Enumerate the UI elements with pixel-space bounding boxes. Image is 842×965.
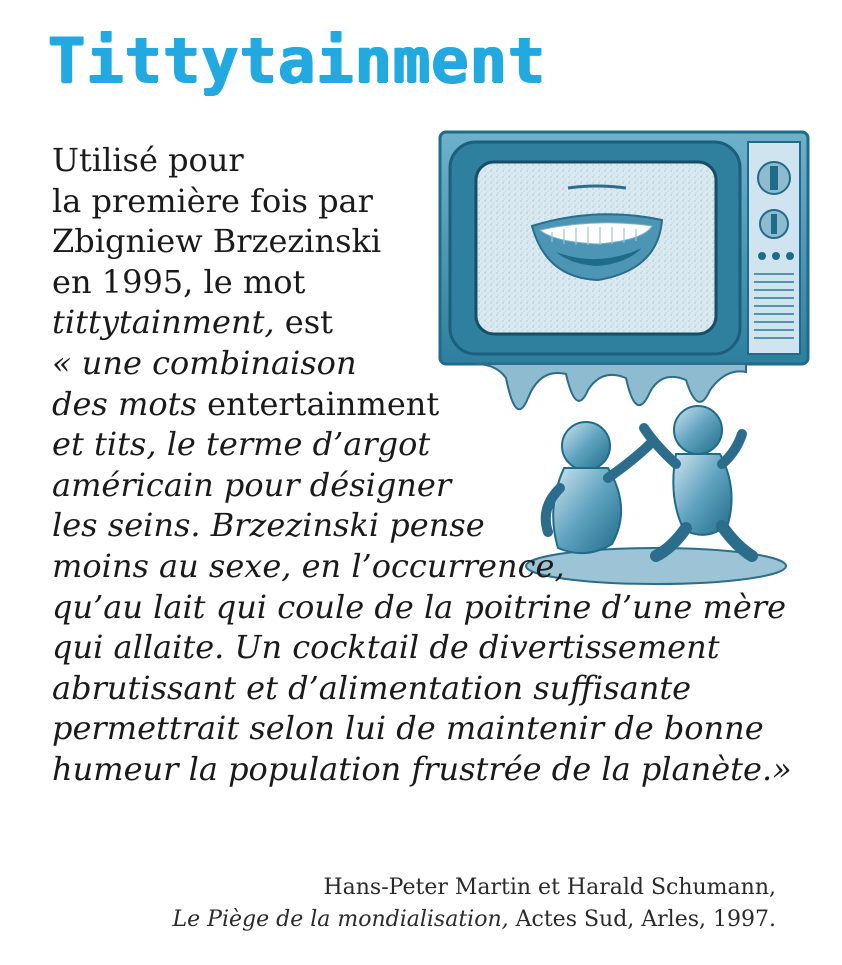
- quote-segment: Zbigniew Brzezinski: [52, 222, 382, 261]
- quote-segment: moins au sexe, en l’occurrence,: [52, 546, 565, 585]
- quote-segment: est: [274, 303, 333, 342]
- quote-line: [52, 749, 812, 790]
- quote-segment: la première fois par: [52, 181, 373, 220]
- quote-line: [52, 302, 812, 343]
- page-title: Tittytainment: [48, 24, 547, 97]
- quote-segment: les seins. Brzezinski pense: [52, 506, 485, 545]
- quote-line: [52, 343, 812, 384]
- quote-line: [52, 181, 812, 222]
- source-citation: [173, 872, 776, 936]
- quote-text: [52, 140, 812, 790]
- quote-segment: le terme d’argot: [156, 425, 431, 464]
- quote-line: [52, 140, 812, 181]
- quote-segment: des mots: [52, 384, 197, 423]
- quote-segment: et tits,: [52, 425, 157, 464]
- quote-line: [52, 505, 812, 546]
- quote-segment: américain pour désigner: [52, 465, 452, 504]
- quote-line: [52, 221, 812, 262]
- quote-line: [52, 587, 812, 628]
- quote-segment: permettrait selon lui de maintenir de bonne: [52, 709, 764, 748]
- quote-line: [52, 546, 812, 587]
- quote-line: [52, 465, 812, 506]
- quote-line: [52, 384, 812, 425]
- quote-segment: « une combinaison: [52, 343, 357, 382]
- quote-line: [52, 708, 812, 749]
- quote-segment: qui allaite. Un cocktail de divertissement: [52, 628, 720, 667]
- source-book-line: [173, 904, 776, 936]
- source-publisher: Actes Sud, Arles, 1997.: [508, 907, 776, 932]
- quote-segment: humeur la population frustrée de la planète.»: [52, 749, 792, 788]
- quote-line: [52, 668, 812, 709]
- quote-segment: abrutissant et d’alimentation suffisante: [52, 668, 692, 707]
- quote-segment: Utilisé pour: [52, 141, 244, 179]
- source-book-title: Le Piège de la mondialisation,: [172, 907, 509, 932]
- quote-segment: qu’au lait qui coule de la poitrine d’une mère: [52, 587, 787, 626]
- source-authors: Hans-Peter Martin et Harald Schumann,: [323, 875, 776, 900]
- quote-line: [52, 627, 812, 668]
- quote-segment: entertainment: [196, 384, 440, 423]
- quote-segment: en 1995, le mot: [52, 262, 306, 301]
- quote-line: [52, 424, 812, 465]
- quote-line: [52, 262, 812, 303]
- quote-segment: tittytainment,: [52, 303, 275, 342]
